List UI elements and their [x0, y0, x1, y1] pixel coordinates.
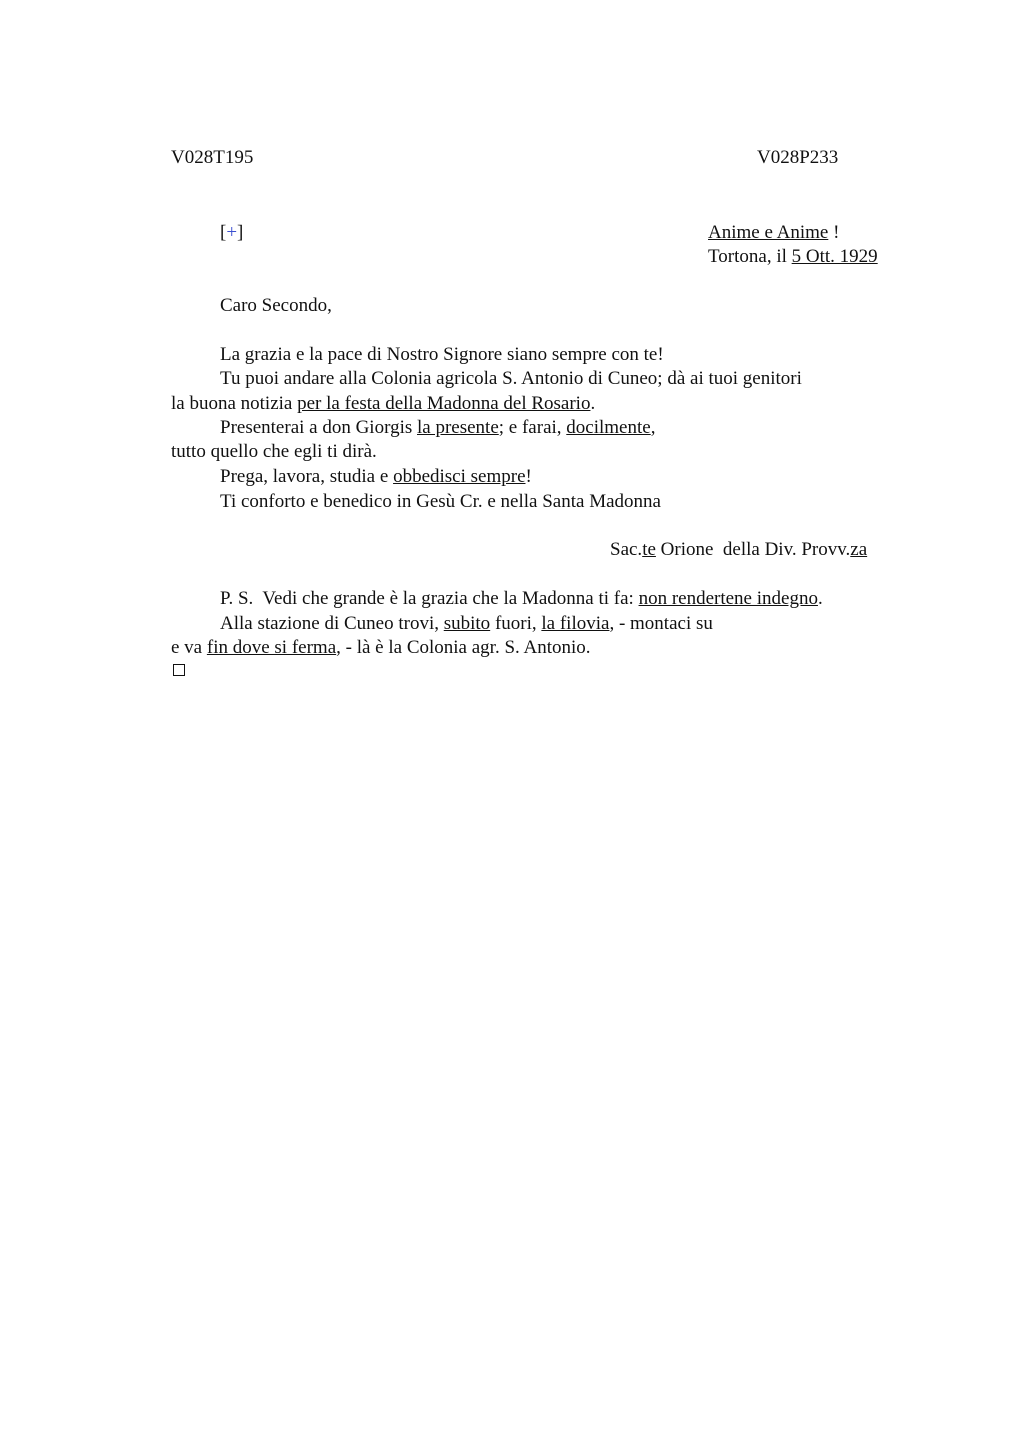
postscript-line-2 — [220, 612, 713, 636]
motto-suffix: ! — [828, 222, 840, 243]
postscript-line-2-text: Alla stazione di Cuneo trovi, — [220, 613, 444, 634]
body-line-1: La grazia e la pace di Nostro Signore siano sempre con te! — [220, 344, 664, 365]
signature-underlined-2: za — [850, 539, 868, 560]
header-left-code: V028T195 — [171, 147, 254, 168]
postscript-line-1-text: P. S. Vedi che grande è la grazia che la Madonna ti fa: — [220, 588, 639, 609]
dateline-date: 5 Ott. 1929 — [791, 246, 878, 267]
body-line-4-underlined-1: la presente — [417, 417, 499, 438]
body-line-6-end: ! — [525, 466, 532, 487]
header-right-code: V028P233 — [757, 147, 839, 168]
body-line-4-end: , — [650, 417, 656, 438]
postscript-line-2-mid: fuori, — [490, 613, 542, 634]
postscript-line-3 — [171, 636, 591, 660]
motto — [708, 221, 839, 245]
plus-marker — [220, 221, 243, 245]
dateline — [708, 245, 878, 269]
postscript-line-3-end: , - là è la Colonia agr. S. Antonio. — [336, 637, 591, 658]
body-line-7: Ti conforto e benedico in Gesù Cr. e nella Santa Madonna — [220, 491, 661, 512]
body-line-4 — [220, 416, 655, 440]
postscript-line-3-underlined: fin dove si ferma — [206, 637, 337, 658]
postscript-line-2-underlined-1: subito — [443, 613, 491, 634]
postscript-line-2-underlined-2: la filovia — [541, 613, 610, 634]
body-line-4-underlined-2: docilmente — [566, 417, 651, 438]
body-line-3-end: . — [590, 393, 596, 414]
motto-text: Anime e Anime — [708, 222, 829, 243]
body-line-2: Tu puoi andare alla Colonia agricola S. Antonio di Cuneo; dà ai tuoi genitori — [220, 368, 802, 389]
marker-open-bracket: [ — [220, 222, 227, 243]
postscript-line-2-end: , - montaci su — [609, 613, 713, 634]
body-line-3-underlined: per la festa della Madonna del Rosario — [297, 393, 591, 414]
salutation: Caro Secondo, — [220, 295, 332, 316]
postscript-line-1-underlined: non rendertene indegno — [638, 588, 818, 609]
plus-link[interactable]: + — [226, 222, 238, 243]
postscript-line-3-text: e va — [171, 637, 207, 658]
body-line-3 — [171, 392, 595, 416]
postscript-line-1-end: . — [817, 588, 823, 609]
body-line-6 — [220, 465, 532, 489]
body-line-4-mid: ; e farai, — [498, 417, 567, 438]
dateline-prefix: Tortona, il — [708, 246, 792, 267]
end-of-document-square-icon — [173, 664, 185, 676]
body-line-5: tutto quello che egli ti dirà. — [171, 441, 377, 462]
signature-prefix: Sac. — [610, 539, 643, 560]
marker-close-bracket: ] — [237, 222, 244, 243]
body-line-6-text: Prega, lavora, studia e — [220, 466, 394, 487]
body-line-6-underlined: obbedisci sempre — [393, 466, 526, 487]
body-line-4-text: Presenterai a don Giorgis — [220, 417, 417, 438]
signature — [610, 538, 867, 562]
postscript-line-1 — [220, 587, 823, 611]
signature-underlined-1: te — [642, 539, 656, 560]
body-line-3-text: la buona notizia — [171, 393, 298, 414]
signature-mid: Orione della Div. Provv. — [655, 539, 851, 560]
